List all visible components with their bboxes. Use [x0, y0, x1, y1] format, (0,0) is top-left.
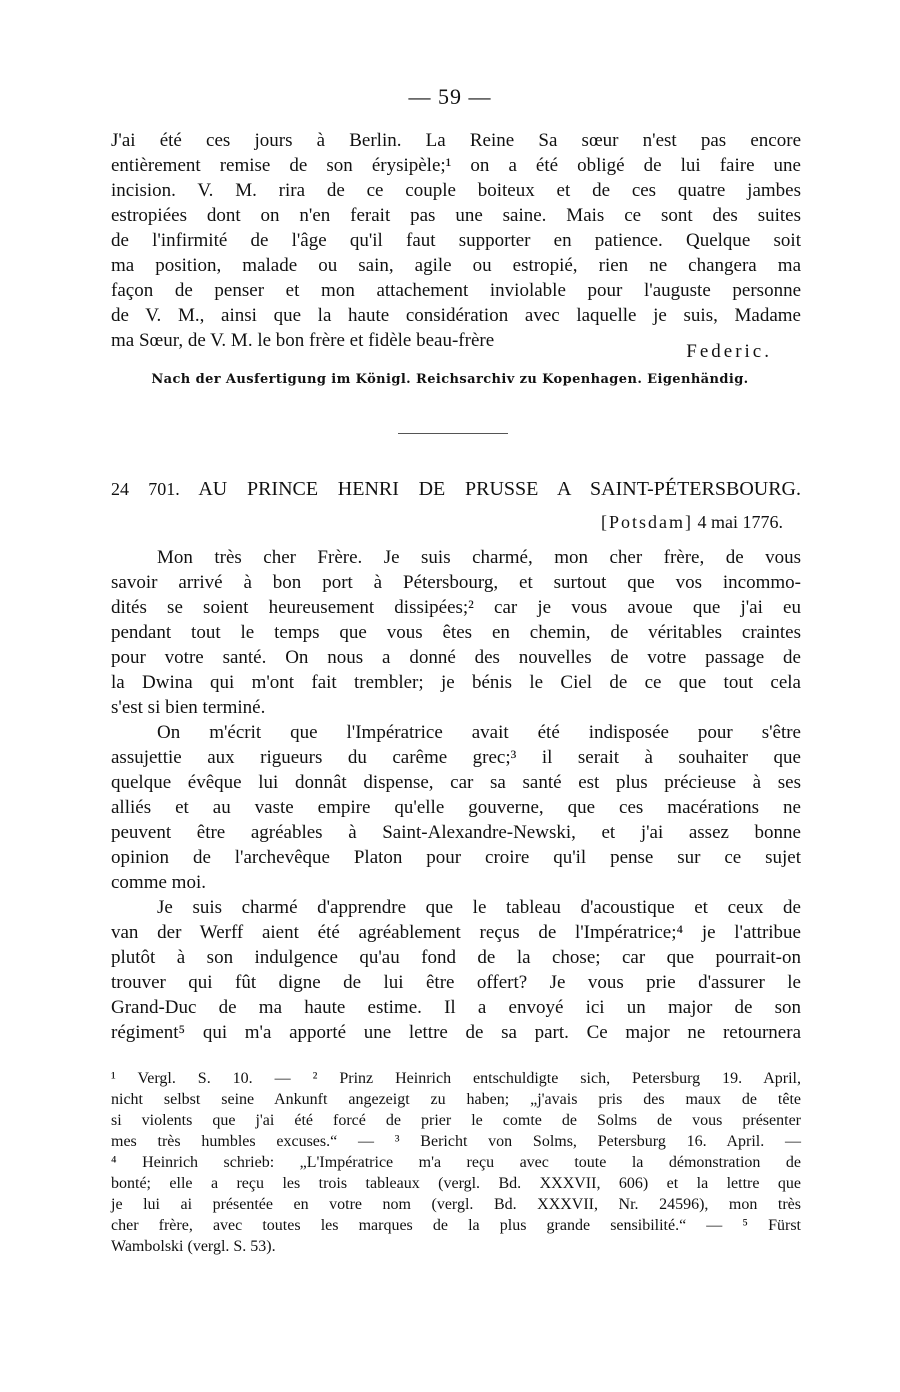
text-line: régiment⁵ qui m'a apporté une lettre de sa part. Ce major ne retournera: [111, 1022, 801, 1043]
letter-number: 24 701.: [111, 479, 180, 499]
letter-dateline: [601, 512, 783, 533]
text-line: van der Werff aient été agréablement reçus de l'Impératrice;⁴ je l'attribue: [111, 922, 801, 943]
footnote-line: ¹ Vergl. S. 10. — ² Prinz Heinrich entschuldigte sich, Petersburg 19. April,: [111, 1070, 801, 1087]
text-line: plutôt à son indulgence qu'au fond de la chose; car que pourrait-on: [111, 947, 801, 968]
footnote-line: si violents que j'ai été forcé de prier le comte de Solms de vous présenter: [111, 1112, 801, 1129]
footnote-line: Wambolski (vergl. S. 53).: [111, 1238, 276, 1255]
text-line: comme moi.: [111, 872, 206, 893]
text-line: s'est si bien terminé.: [111, 697, 266, 718]
footnote-line: je lui ai présentée en votre nom (vergl. Bd. XXXVII, Nr. 24596), mon très: [111, 1196, 801, 1213]
text-line: dités se soient heureusement dissipées;² car je vous avoue que j'ai eu: [111, 597, 801, 618]
text-line: J'ai été ces jours à Berlin. La Reine Sa sœur n'est pas encore: [111, 130, 801, 151]
text-line: estropiées dont on n'en ferait pas une saine. Mais ce sont des suites: [111, 205, 801, 226]
letter-title: AU PRINCE HENRI DE PRUSSE A SAINT-PÉTERSBOURG.: [198, 478, 801, 500]
text-line: pour votre santé. On nous a donné des nouvelles de votre passage de: [111, 647, 801, 668]
text-line: ma Sœur, de V. M. le bon frère et fidèle beau-frère: [111, 330, 495, 351]
text-line: de l'infirmité de l'âge qu'il faut supporter en patience. Quelque soit: [111, 230, 801, 251]
text-line: Je suis charmé d'apprendre que le tableau d'acoustique et ceux de: [157, 897, 801, 918]
text-line: On m'écrit que l'Impératrice avait été indisposée pour s'être: [157, 722, 801, 743]
text-line: opinion de l'archevêque Platon pour croire qu'il pense sur ce sujet: [111, 847, 801, 868]
text-line: Grand-Duc de ma haute estime. Il a envoyé ici un major de son: [111, 997, 801, 1018]
text-line: alliés et au vaste empire qu'elle gouverne, que ces macérations ne: [111, 797, 801, 818]
text-line: trouver qui fût digne de lui être offert? Je vous prie d'assurer le: [111, 972, 801, 993]
text-line: entièrement remise de son érysipèle;¹ on a été obligé de lui faire une: [111, 155, 801, 176]
letter-place: [Potsdam]: [601, 512, 693, 532]
text-line: assujettie aux rigueurs du carême grec;³ il serait à souhaiter que: [111, 747, 801, 768]
footnote-line: mes très humbles excuses.“ — ³ Bericht von Solms, Petersburg 16. April. —: [111, 1133, 801, 1150]
text-line: ma position, malade ou sain, agile ou estropié, rien ne changera ma: [111, 255, 801, 276]
footnote-line: bonté; elle a reçu les trois tableaux (vergl. Bd. XXXVII, 606) et la lettre que: [111, 1175, 801, 1192]
text-line: de V. M., ainsi que la haute considération avec laquelle je suis, Madame: [111, 305, 801, 326]
letter-date: 4 mai 1776.: [697, 512, 783, 532]
text-line: quelque évêque lui donnât dispense, car sa santé est plus précieuse à ses: [111, 772, 801, 793]
text-line: incision. V. M. rira de ce couple boiteux et de ces quatre jambes: [111, 180, 801, 201]
text-line: savoir arrivé à bon port à Pétersbourg, et surtout que vos incommo-: [111, 572, 801, 593]
page-number: — 59 —: [408, 84, 492, 109]
footnote-line: nicht selbst seine Ankunft angezeigt zu haben; „j'avais pris des maux de tête: [111, 1091, 801, 1108]
footnotes: [111, 1068, 801, 1257]
source-note: Nach der Ausfertigung im Königl. Reichsarchiv zu Kopenhagen. Eigenhändig.: [151, 372, 749, 387]
text-line: Mon très cher Frère. Je suis charmé, mon cher frère, de vous: [157, 547, 801, 568]
signature: Federic.: [686, 341, 772, 362]
previous-letter-text: [111, 128, 801, 353]
text-line: pendant tout le temps que vous êtes en chemin, de véritables craintes: [111, 622, 801, 643]
footnote-line: cher frère, avec toutes les marques de la plus grande sensibilité.“ — ⁵ Fürst: [111, 1217, 801, 1234]
letter-body: [111, 545, 801, 1045]
text-line: la Dwina qui m'ont fait trembler; je bénis le Ciel de ce que tout cela: [111, 672, 801, 693]
text-line: façon de penser et mon attachement inviolable pour l'auguste personne: [111, 280, 801, 301]
letter-heading: [111, 478, 801, 501]
footnote-line: ⁴ Heinrich schrieb: „L'Impératrice m'a reçu avec toute la démonstration de: [111, 1154, 801, 1171]
section-divider: [398, 433, 508, 434]
text-line: peuvent être agréables à Saint-Alexandre-Newski, et j'ai assez bonne: [111, 822, 801, 843]
